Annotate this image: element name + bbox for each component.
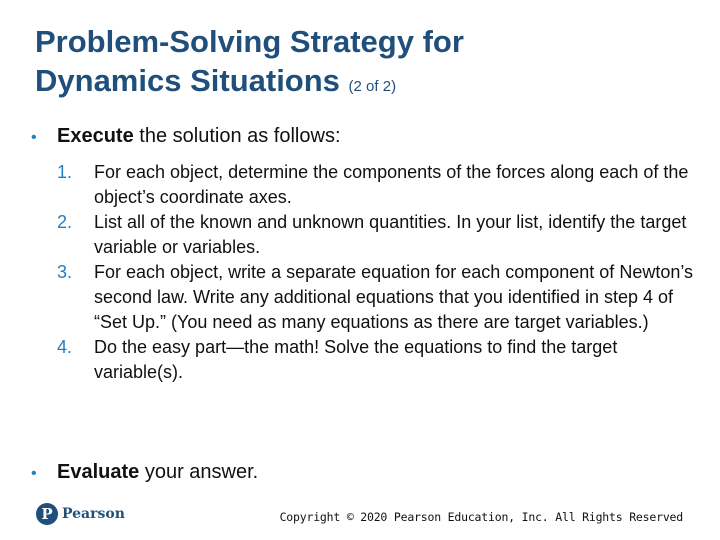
bullet-text: your answer. (139, 461, 259, 483)
bullet-text: the solution as follows: (133, 125, 341, 147)
bullet-dot-icon: • (31, 465, 37, 482)
list-item (57, 210, 697, 260)
step-text: For each object, determine the components of the forces along each of the object’s coordinate axes. (94, 162, 689, 207)
bullet-execute (31, 124, 341, 150)
steps-list (57, 160, 697, 385)
bullet-dot-icon: • (31, 129, 37, 146)
step-text: For each object, write a separate equation for each component of Newton’s second law. Write any additional equations that you identified in step 4 of “Set Up.” (You need as many equations as there are target variables.) (94, 262, 694, 332)
bullet-bold: Execute (57, 125, 134, 147)
title-main: Dynamics Situations (35, 63, 340, 98)
step-text: List all of the known and unknown quantities. In your list, identify the target variable or variables. (94, 212, 687, 257)
list-item (57, 260, 697, 335)
copyright-notice: Copyright © 2020 Pearson Education, Inc. All Rights Reserved (279, 510, 683, 524)
title-line-1: Problem-Solving Strategy for (35, 24, 464, 59)
pearson-logo (36, 502, 125, 526)
step-number: 1. (57, 162, 73, 182)
list-item (57, 335, 697, 385)
list-item (57, 160, 697, 210)
bullet-evaluate (31, 460, 258, 486)
step-number: 3. (57, 262, 73, 282)
pearson-logo-icon: P (36, 503, 58, 525)
bullet-bold: Evaluate (57, 461, 140, 483)
step-number: 4. (57, 337, 73, 357)
title-suffix: (2 of 2) (348, 78, 397, 95)
title-line-2 (35, 61, 695, 106)
slide-title (35, 22, 695, 106)
step-number: 2. (57, 212, 73, 232)
step-text: Do the easy part—the math! Solve the equations to find the target variable(s). (94, 337, 618, 382)
pearson-wordmark: Pearson (62, 506, 125, 522)
